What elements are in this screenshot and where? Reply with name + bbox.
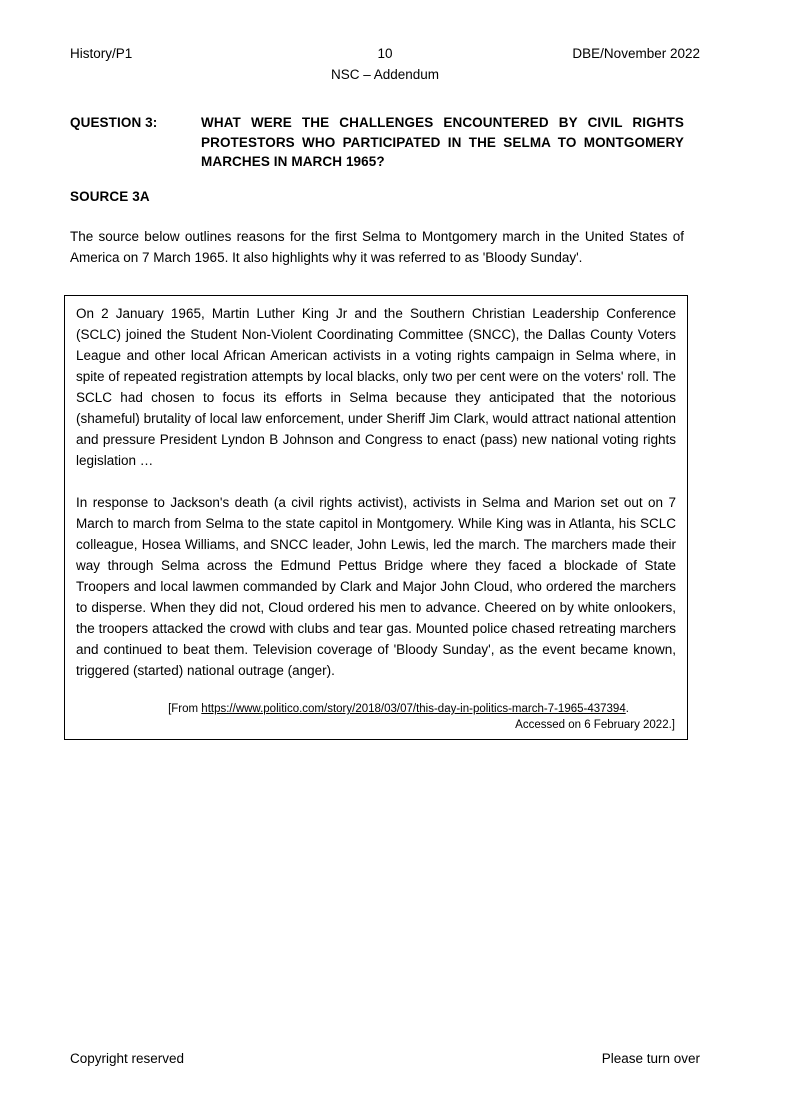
citation-line-url [76,701,675,717]
source-extract-box [64,295,688,740]
question-text: WHAT WERE THE CHALLENGES ENCOUNTERED BY CIVIL RIGHTS PROTESTORS WHO PARTICIPATED IN THE SELMA TO MONTGOMERY MARCHES IN MARCH 1965? [201,115,684,169]
subject-code: History/P1 [70,46,133,61]
source-intro-text: The source below outlines reasons for the first Selma to Montgomery march in the United States of America on 7 March 1965. It also highlights why it was referred to as 'Bloody Sunday'. [70,229,684,265]
page-number: 10 [377,46,393,61]
source-paragraph-2: In response to Jackson's death (a civil rights activist), activists in Selma and Marion set out on 7 March to march from Selma to the state capitol in Montgomery. While King was in Atlanta, his SCLC colleague, Hosea Williams, and SNCC leader, John Lewis, led the march. The marchers made their way through Selma across the Edmund Pettus Bridge where they faced a blockade of State Troopers and local lawmen commanded by Clark and Major John Cloud, who ordered the marchers to disperse. When they did not, Cloud ordered his men to advance. Cheered on by white onlookers, the troopers attacked the crowd with clubs and tear gas. Mounted police chased retreating marchers and continued to beat them. Television coverage of 'Bloody Sunday', as the event became known, triggered (started) national outrage (anger). [76,495,676,678]
document-type: NSC – Addendum [330,67,440,82]
source-label: SOURCE 3A [70,189,150,204]
header-row-primary [70,45,700,63]
citation-suffix: . [625,703,629,715]
source-citation [76,701,676,733]
exam-authority: DBE/November 2022 [572,46,700,61]
question-heading [70,113,684,172]
citation-url[interactable]: https://www.politico.com/story/2018/03/07/this-day-in-politics-march-7-1965-437394 [201,703,626,715]
document-footer [70,1050,700,1068]
source-paragraph-1: On 2 January 1965, Martin Luther King Jr and the Southern Christian Leadership Conference (SCLC) joined the Student Non-Violent Coordinating Committee (SNCC), the Dallas County Voters League and other local African American activists in a voting rights campaign in Selma where, in spite of repeated registration attempts by local blacks, only two per cent were on the voters' roll. The SCLC had chosen to focus its efforts in Selma because they anticipated that the notorious (shameful) brutality of local law enforcement, under Sheriff Jim Clark, would attract national attention and pressure President Lyndon B Johnson and Congress to enact (pass) new national voting rights legislation … [76,306,676,468]
citation-prefix: [From [168,703,202,715]
turn-over-notice: Please turn over [601,1051,700,1066]
copyright-notice: Copyright reserved [70,1051,185,1066]
document-header [70,45,700,85]
header-row-secondary [70,66,700,84]
question-label: QUESTION 3: [70,115,158,130]
citation-accessed: Accessed on 6 February 2022.] [515,719,675,731]
